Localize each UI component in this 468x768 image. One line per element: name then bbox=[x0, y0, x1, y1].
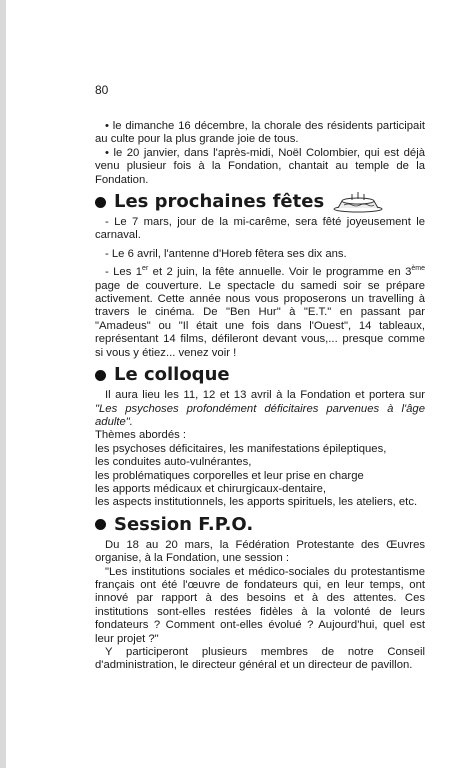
theme-item: les psychoses déficitaires, les manifestations épileptiques, bbox=[95, 442, 387, 455]
colloque-paragraph: Il aura lieu les 11, 12 et 13 avril à la Fondation et portera sur "Les psychoses profondément déficitaires parvenues à l'âge adulte". bbox=[95, 389, 425, 428]
theme-item: les conduites auto-vulnérantes, bbox=[95, 456, 252, 469]
fetes-paragraph-1: - Le 7 mars, jour de la mi-carême, sera fêté joyeusement le carnaval. bbox=[95, 216, 425, 242]
page-edge bbox=[0, 0, 6, 768]
fpo-paragraph-3: Y participeront plusieurs membres de notre Conseil d'administration, le directeur général et un directeur de pavillon. bbox=[95, 646, 425, 672]
theme-item: les apports médicaux et chirurgicaux-dentaire, bbox=[95, 482, 327, 495]
theme-item: les aspects institutionnels, les apports spirituels, les ateliers, etc. bbox=[95, 496, 418, 509]
fetes-paragraph-3: - Les 1er et 2 juin, la fête annuelle. Voir le programme en 3ème page de couverture. Le spectacle du samedi soir se prépare activement. Cette année nous vous proposerons un travelling à travers le cinéma. De "Ben Hur" à "E.T." en passant par "Amadeus" ou "Il était une fois dans l'Ouest", 14 tableaux, représentant 14 films, défileront devant vous,... presque comme si vous y étiez... venez voir ! bbox=[95, 265, 425, 359]
heading-text: Session F.P.O. bbox=[114, 513, 254, 535]
page-number: 80 bbox=[95, 83, 109, 97]
intro-paragraph-1: • le dimanche 16 décembre, la chorale des résidents participait au culte pour la plus grande joie de tous. bbox=[95, 120, 425, 146]
heading-text: Le colloque bbox=[114, 364, 230, 386]
themes-label: Thèmes abordés : bbox=[95, 429, 187, 442]
theme-item: les problématiques corporelles et leur prise en charge bbox=[95, 469, 364, 482]
fetes-paragraph-2: - Le 6 avril, l'antenne d'Horeb fêtera ses dix ans. bbox=[105, 247, 347, 260]
fpo-paragraph-1: Du 18 au 20 mars, la Fédération Protestante des Œuvres organise, à la Fondation, une session : bbox=[95, 538, 425, 565]
heading-prochaines-fetes bbox=[95, 191, 425, 213]
fpo-quote: "Les institutions sociales et médico-sociales du protestantisme français ont été l'œuvre de fondateurs qui, en leur temps, ont innové par rapport à des besoins et à des attentes. Ces institutions sont-elles restées fidèles à la volonté de leurs fondateurs ? Comment ont-elles évolué ? Aujourd'hui, quel est leur projet ?" bbox=[95, 565, 425, 645]
heading-text: Les prochaines fêtes bbox=[114, 191, 325, 213]
heading-colloque bbox=[95, 364, 425, 386]
heading-session-fpo bbox=[95, 514, 425, 536]
bullet-icon bbox=[95, 370, 106, 381]
page-content bbox=[95, 120, 425, 673]
bullet-icon bbox=[95, 197, 106, 208]
cake-icon bbox=[332, 191, 384, 213]
intro-paragraph-2: • le 20 janvier, dans l'après-midi, Noël Colombier, qui est déjà venu plusieur fois à la Fondation, chantait au temple de la Fondation. bbox=[95, 146, 425, 186]
bullet-icon bbox=[95, 519, 106, 530]
